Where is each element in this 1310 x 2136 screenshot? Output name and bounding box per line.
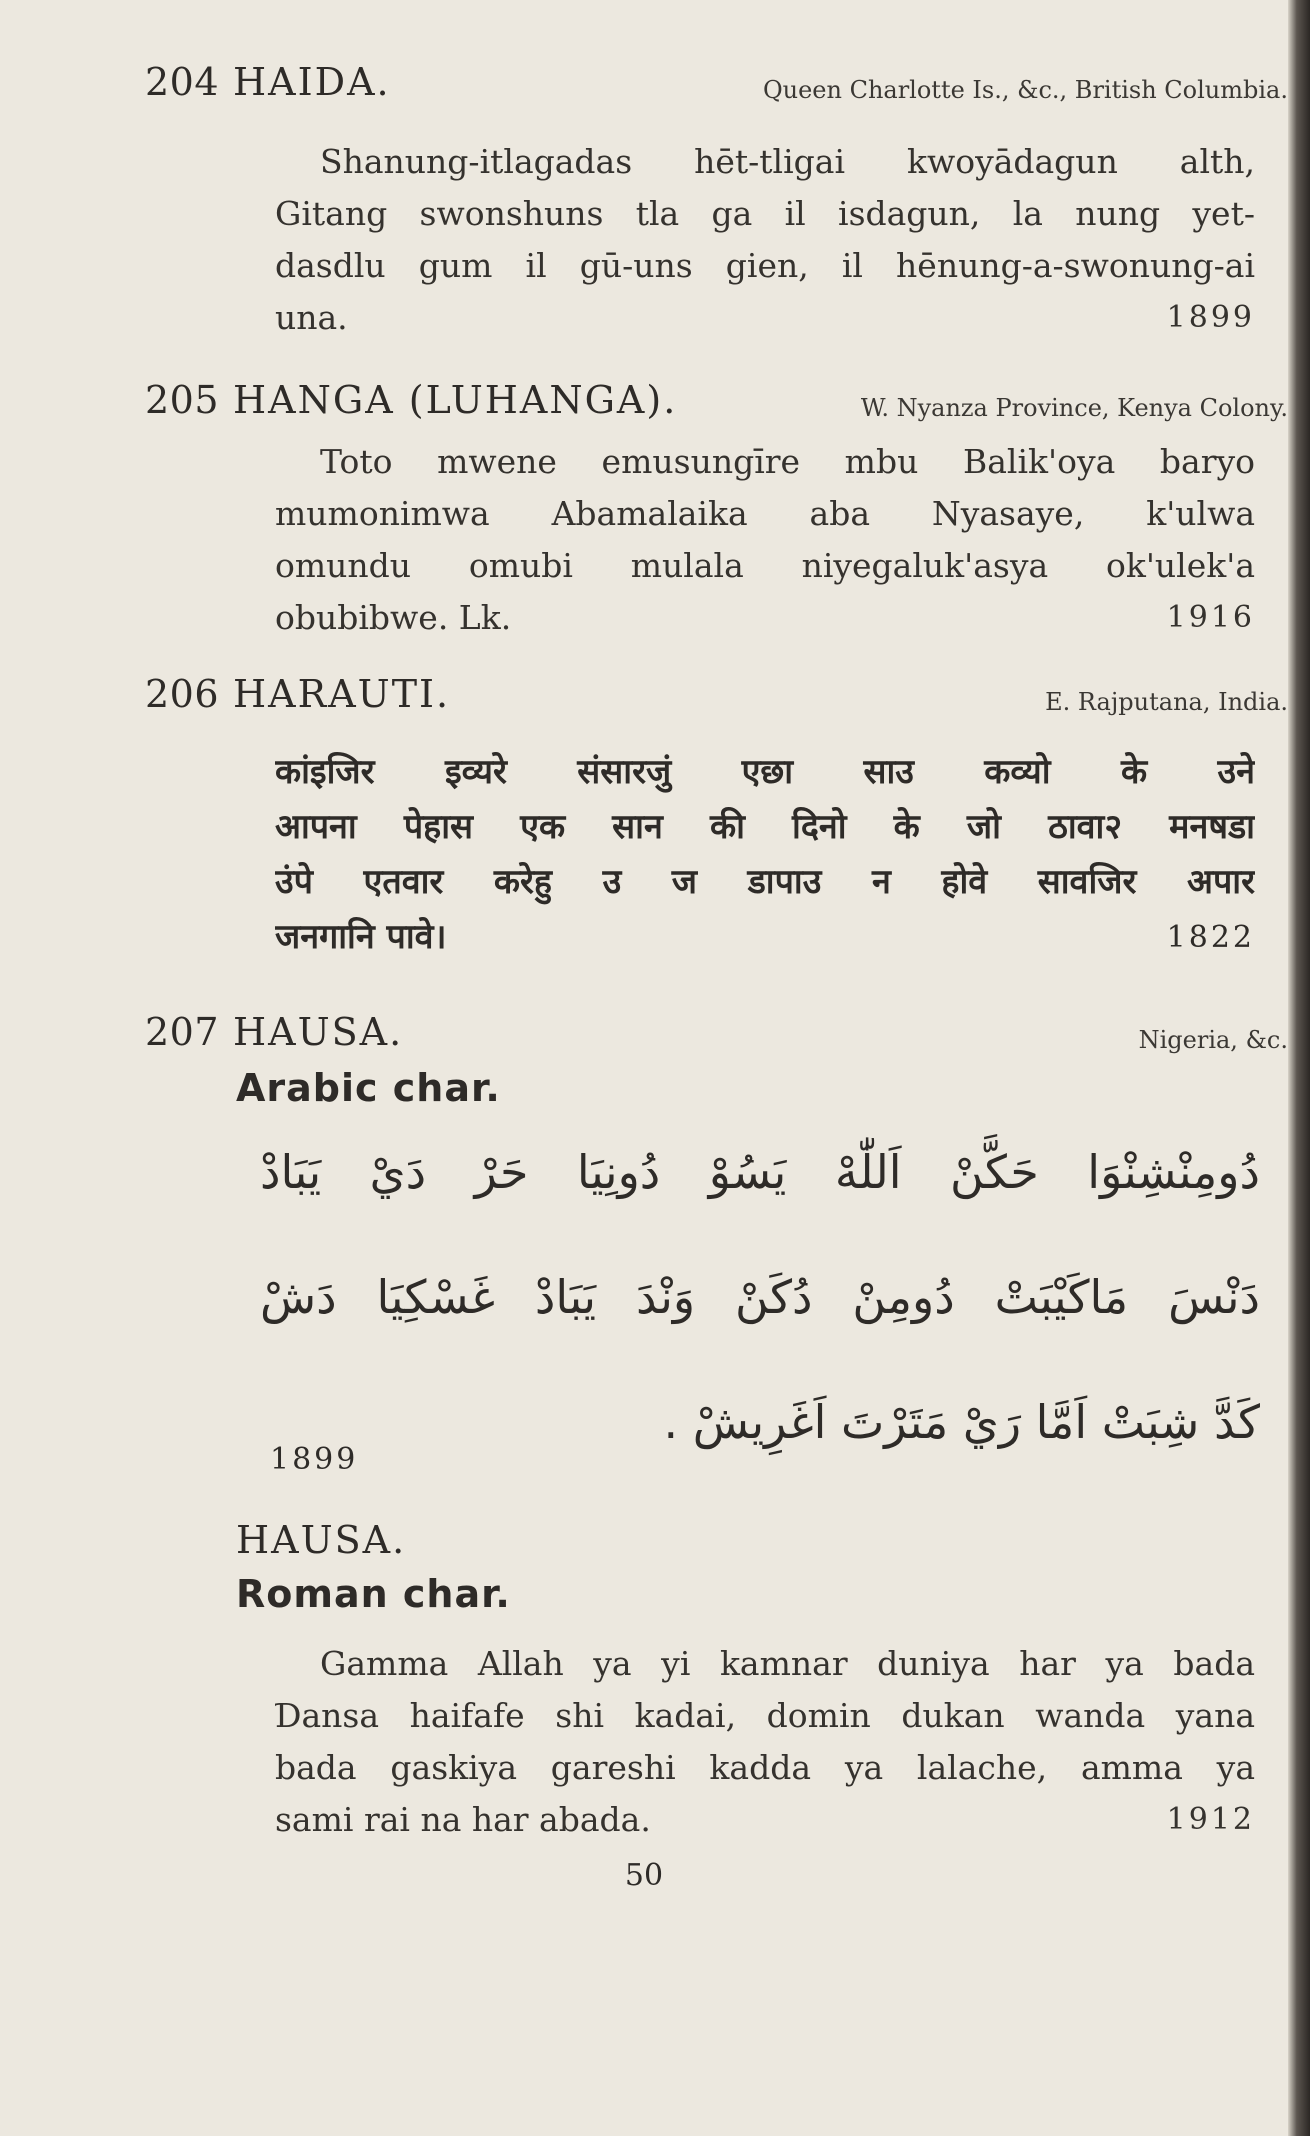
text-line: Shanung-itlagadas hēt-tligai kwoyādagun alth, (320, 142, 1255, 181)
entry-number: 207 (145, 1010, 220, 1054)
arabic-line: كَدَّ شِبَتْ اَمَّا رَيْ مَتَرْتَ اَغَرِيشْ . (663, 1395, 1260, 1449)
devanagari-line: जनगानि पावे। (275, 917, 447, 957)
entry-206-text (275, 745, 1255, 965)
entry-year: 1916 (1166, 600, 1255, 635)
devanagari-line: आपना पेहास एक सान की दिनो के जो ठावा२ मनषडा (275, 807, 1255, 847)
entry-207-heading (145, 1010, 1288, 1060)
page-edge-shadow (1288, 0, 1310, 2136)
entry-number: 205 (145, 378, 220, 422)
text-line: mumonimwa Abamalaika aba Nyasaye, k'ulwa (275, 494, 1255, 533)
text-line: Ɗansa haifafe shi kadai, domin dukan wanda yana (275, 1696, 1255, 1735)
text-line: dasdlu gum il gū-uns gien, il hēnung-a-swonung-ai (275, 246, 1255, 285)
entry-number: 206 (145, 672, 220, 716)
entry-year: 1899 (1166, 300, 1255, 335)
script-subheading: Roman char. (236, 1572, 511, 1616)
text-line: bada gaskiya gareshi kadda ya lalache, amma ya (275, 1748, 1255, 1787)
language-name: HAUSA. (236, 1518, 407, 1562)
text-line: omundu omubi mulala niyegaluk'asya ok'ulek'a (275, 546, 1255, 585)
entry-hausa-roman-text (275, 1638, 1255, 1846)
entry-year: 1899 (270, 1442, 359, 1477)
entry-204-heading (145, 60, 1288, 110)
page-number: 50 (624, 1858, 664, 1893)
text-line-last (275, 292, 1255, 344)
script-subheading: Arabic char. (236, 1066, 501, 1110)
entry-year: 1822 (1166, 920, 1255, 955)
arabic-line: دُومِنْشِنْوَا حَكَّنْ اَللّٰهْ يَسُوْ دُونِيَا حَرْ دَيْ يَبَادْ (260, 1145, 1260, 1199)
entry-number: 204 (145, 60, 220, 104)
language-region: E. Rajputana, India. (1045, 688, 1288, 716)
text-line: sami rai na har abada. (275, 1800, 651, 1839)
text-line: obubibwe. Lk. (275, 598, 512, 637)
language-name: HAUSA. (233, 1010, 404, 1054)
entry-205-heading (145, 378, 1288, 428)
text-line: Gamma Allah ya yi kamnar duniya har ya bada (320, 1644, 1255, 1683)
language-region: Nigeria, &c. (1138, 1026, 1288, 1054)
arabic-line: دَنْسَ مَاكَيْبَتْ دُومِنْ دُكَنْ وَنْدَ يَبَادْ غَسْكِيَا دَشْ (260, 1270, 1260, 1324)
text-line: una. (275, 298, 348, 337)
entry-year: 1912 (1166, 1802, 1255, 1837)
entry-206-heading (145, 672, 1288, 722)
language-region: W. Nyanza Province, Kenya Colony. (860, 394, 1288, 422)
entry-205-text (275, 436, 1255, 644)
language-name: HARAUTI. (233, 672, 451, 716)
devanagari-line: कांइजिर इव्यरे संसारजुं एछा साउ कव्यो के उने (275, 752, 1255, 792)
text-line: Toto mwene emusungīre mbu Balik'oya baryo (320, 442, 1255, 481)
entry-204-text (275, 136, 1255, 344)
text-line-last (275, 1794, 1255, 1846)
language-name: HAIDA. (233, 60, 391, 104)
devanagari-line-last (275, 910, 1255, 965)
entry-207-arabic-text (260, 1110, 1260, 1485)
devanagari-line: उंपे एतवार करेहु उ ज डापाउ न होवे सावजिर अपार (275, 862, 1255, 902)
text-line-last (275, 592, 1255, 644)
language-region: Queen Charlotte Is., &c., British Columbia. (762, 76, 1288, 104)
text-line: Gitang swonshuns tla ga il isdagun, la nung yet- (275, 194, 1255, 233)
language-name: HANGA (LUHANGA). (233, 378, 678, 422)
